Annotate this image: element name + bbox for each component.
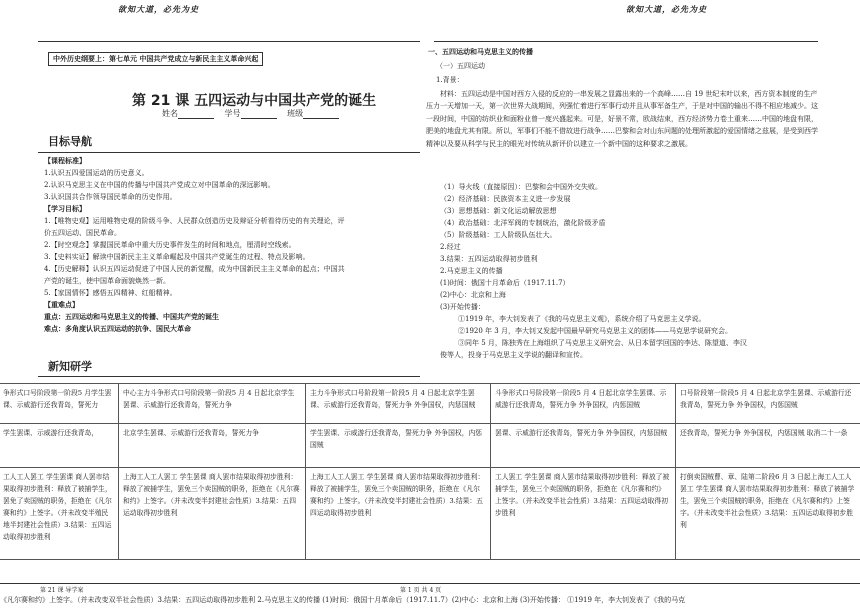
table-cell: 争形式口号阶段第一阶段5 月学生罢课、示威游行还我青岛，誓死力 [0,384,119,424]
table-cell: 工人工人罢工 学生罢课 商人罢市结果取得初步胜利：释放了被捕学生，罢免了卖国贼的职务，拒绝在《凡尔赛和约》上签字。（并未改变半殖民地半封建社会性质）3.结果：五四运动取得初步胜利 [0,468,119,560]
top-rule-right [434,41,818,42]
table-cell: 斗争形式口号阶段第一阶段5 月 4 日起北京学生罢课、示威游行还我青岛，誓死力争 外争国权，内惩国贼 [491,384,676,424]
footer-left: 第 21 课 导学案 [40,587,84,594]
table-row [0,384,860,424]
header-motto-right: 欲知大道，必先为史 [626,4,707,14]
name-blank[interactable] [178,110,214,119]
goals-line: 难点：多角度认识五四运动的抗争、国民大革命 [44,324,191,333]
spread-list [458,313,747,349]
bg-item: （1）导火线（直接原因）：巴黎和会中国外交失败。 [440,183,602,191]
spread-item: ①1919 年，李大钊发表了《我的马克思主义观》，系统介绍了马克思主义学说。 [458,315,706,323]
table-cell: 上海工人工人罢工 学生罢课 商人罢市结果取得初步胜利：释放了被捕学生，罢免三个卖国贼的职务，拒绝在《凡尔赛和约》上签字。（并未改变半封建社会性质）3.结果：五四运动取得初步胜利 [119,468,306,560]
table-cell: 口号阶段第一阶段5 月 4 日起北京学生罢课、示威游行还我青岛，誓死力争 外争国权，内惩国贼 [676,384,860,424]
goals-line: 重点：五四运动和马克思主义的传播、中国共产党的诞生 [44,312,219,321]
goals-line: 1.认识五四爱国运动的历史意义。 [44,169,149,177]
bg-item: （4）政治基础：北洋军阀的专制统治，激化阶级矛盾 [440,219,606,227]
background-label: 1.背景： [436,76,464,84]
table-cell: 学生罢课、示威游行还我青岛， [0,424,119,468]
lesson-title: 第 21 课 五四运动与中国共产党的诞生 [132,93,377,109]
subsection-title: （一）五四运动 [436,62,485,70]
spread-item: ②1920 年 3 月，李大钊又发起中国最早研究马克思主义的团体——马克思学说研究会。 [458,327,732,335]
bottom-rule [0,583,860,584]
table-cell: 中心主力斗争形式口号阶段第一阶段5 月 4 日起北京学生罢课、示威游行还我青岛，誓死力争 [119,384,306,424]
goals-line: 价五四运动、国民革命。 [44,229,121,237]
table-cell: 学生罢课、示威游行还我青岛，誓死力争 外争国权，内惩国贼 [306,424,491,468]
id-label: 学号 [224,109,241,118]
student-info-fields [162,108,347,119]
goals-line: 【课程标准】 [44,156,86,165]
top-rule-left [38,41,420,42]
goals-line: 【重难点】 [44,300,79,309]
bg-item: (2)中心：北京和上海 [440,291,506,299]
table-cell: 主力斗争形式口号阶段第一阶段5 月 4 日起北京学生罢课、示威游行还我青岛，誓死力争 外争国权，内惩国贼 [306,384,491,424]
goals-list [44,155,345,335]
spread-item: 俊等人，投身于马克思主义学说的翻译和宣传。 [440,351,587,359]
goals-line: 产党的诞生，使中国革命面貌焕然一新。 [44,277,170,285]
section-title: 一、五四运动和马克思主义的传播 [428,47,533,56]
bg-item: 3.结果：五四运动取得初步胜利 [440,255,538,263]
bg-item: （2）经济基础：民族资本主义进一步发展 [440,195,571,203]
bg-item: （5）阶级基础：工人阶级队伍壮大。 [440,231,557,239]
bg-item: (3)开始传播： [440,303,485,311]
table-cell: 北京学生罢课、示威游行还我青岛，誓死力争 [119,424,306,468]
table-row [0,468,860,560]
footer-overflow-text: 《凡尔赛和约》上签字。（并未改变双半社会性质）3.结果：五四运动取得初步胜利 2.马克思主义的传播 (1)时间：俄国十月革命后（1917.11.7）(2)中心：北京和上海 (3)开始传播： ①1919 年，李大钊发表了《我的马克 [0,596,686,604]
background-items [440,181,605,313]
goals-line: 5.【家国情怀】感悟五四精神、红船精神。 [44,289,177,297]
goals-line: 2.【时空观念】掌握国民革命中重大历史事件发生的时间和地点，厘清时空线索。 [44,241,296,249]
goals-line: 2.认识马克思主义在中国的传播与中国共产党成立对中国革命的深远影响。 [44,181,275,189]
table-cell: 罢课、示威游行还我青岛，誓死力争 外争国权，内惩国贼 [491,424,676,468]
unit-label: 中外历史纲要上：第七单元 中国共产党成立与新民主主义革命兴起 [48,52,263,66]
table-row [0,424,860,468]
table-cell: 还我青岛，誓死力争 外争国权，内惩国贼 取消二十一条 [676,424,860,468]
bg-item: （3）思想基础：新文化运动解放思想 [440,207,557,215]
footer-page-number: 第 1 页 共 4 页 [400,587,442,594]
name-label: 姓名 [162,109,178,118]
goals-line: 4.【历史解释】认识五四运动促进了中国人民的新觉醒，成为中国新民主主义革命的起点；中国共 [44,265,345,273]
table-cell: 上海工人工人罢工 学生罢课 商人罢市结果取得初步胜利：释放了被捕学生，罢免三个卖国贼的职务，拒绝在《凡尔赛和约》上签字。（并未改变半封建社会性质）3.结果：五四运动取得初步胜利 [306,468,491,560]
movement-table [0,383,860,560]
new-study-rule [38,376,420,377]
bg-item: 2.马克思主义的传播 [440,267,503,275]
bg-item: 2.经过 [440,243,461,251]
class-blank[interactable] [303,110,339,119]
class-label: 班级 [287,109,304,118]
header-motto-left: 欲知大道，必先为史 [118,4,199,14]
table-cell: 打倒卖国贼曹、章、陆第二阶段6 月 3 日起上海工人工人罢工 学生罢课 商人罢市结果取得初步胜利：释放了被捕学生，罢免三个卖国贼的职务，拒绝在《凡尔赛和约》上签字。（并未改变半社会性质）3.结果：五四运动取得初步胜利 [676,468,860,560]
goals-line: 3.认识国共合作领导国民革命的历史作用。 [44,193,177,201]
goals-heading: 目标导航 [48,135,92,148]
id-blank[interactable] [241,110,277,119]
goals-line: 【学习目标】 [44,204,86,213]
table-cell: 工人罢工 学生罢课 商人罢市结果取得初步胜利：释放了被捕学生，罢免三个卖国贼的职务，拒绝在《凡尔赛和约》上签字。（并未改变半社会性质）3.结果：五四运动取得初步胜利 [491,468,676,560]
new-study-heading: 新知研学 [48,360,92,373]
goals-line: 3.【史料实证】解读中国新民主主义革命崛起及中国共产党诞生的过程、特点及影响。 [44,253,310,261]
goals-line: 1.【唯物史观】运用唯物史观的阶级斗争、人民群众创造历史及辩证分析看待历史的有关理论，评 [44,217,345,225]
material-paragraph: 材料：五四运动是中国对西方入侵的反应的一串发展之显露出来的一个高峰……自 19 世纪末叶以来，西方资本制度的生产压力一天增加一天，第一次世界大战期间，列强忙着进行军事行动并且从事军备生产，于是对中国的输出不得不相应地减少。这一段时间，中国的纺织业和面粉业曾一度兴盛起来。可是，好景不常，欧战结束，西方经济势力卷土重来……中国的地盘有限，肥美的地盘尤其有限。所以，军事们不能不借故进行战争……巴黎和会对山东问题的处理所激起的爱国情绪之兹展，是受到西学精神以及要从科学与民主的眼光对传统从新评价以建立一个新中国的这种要求之激展。 [426,90,818,148]
bg-item: (1)时间：俄国十月革命后（1917.11.7） [440,279,570,287]
spread-item: ③同年 5 月，陈独秀在上海组织了马克思主义研究会、从日本留学回国的李达、陈望道、李汉 [458,339,747,347]
goals-rule [38,152,420,153]
